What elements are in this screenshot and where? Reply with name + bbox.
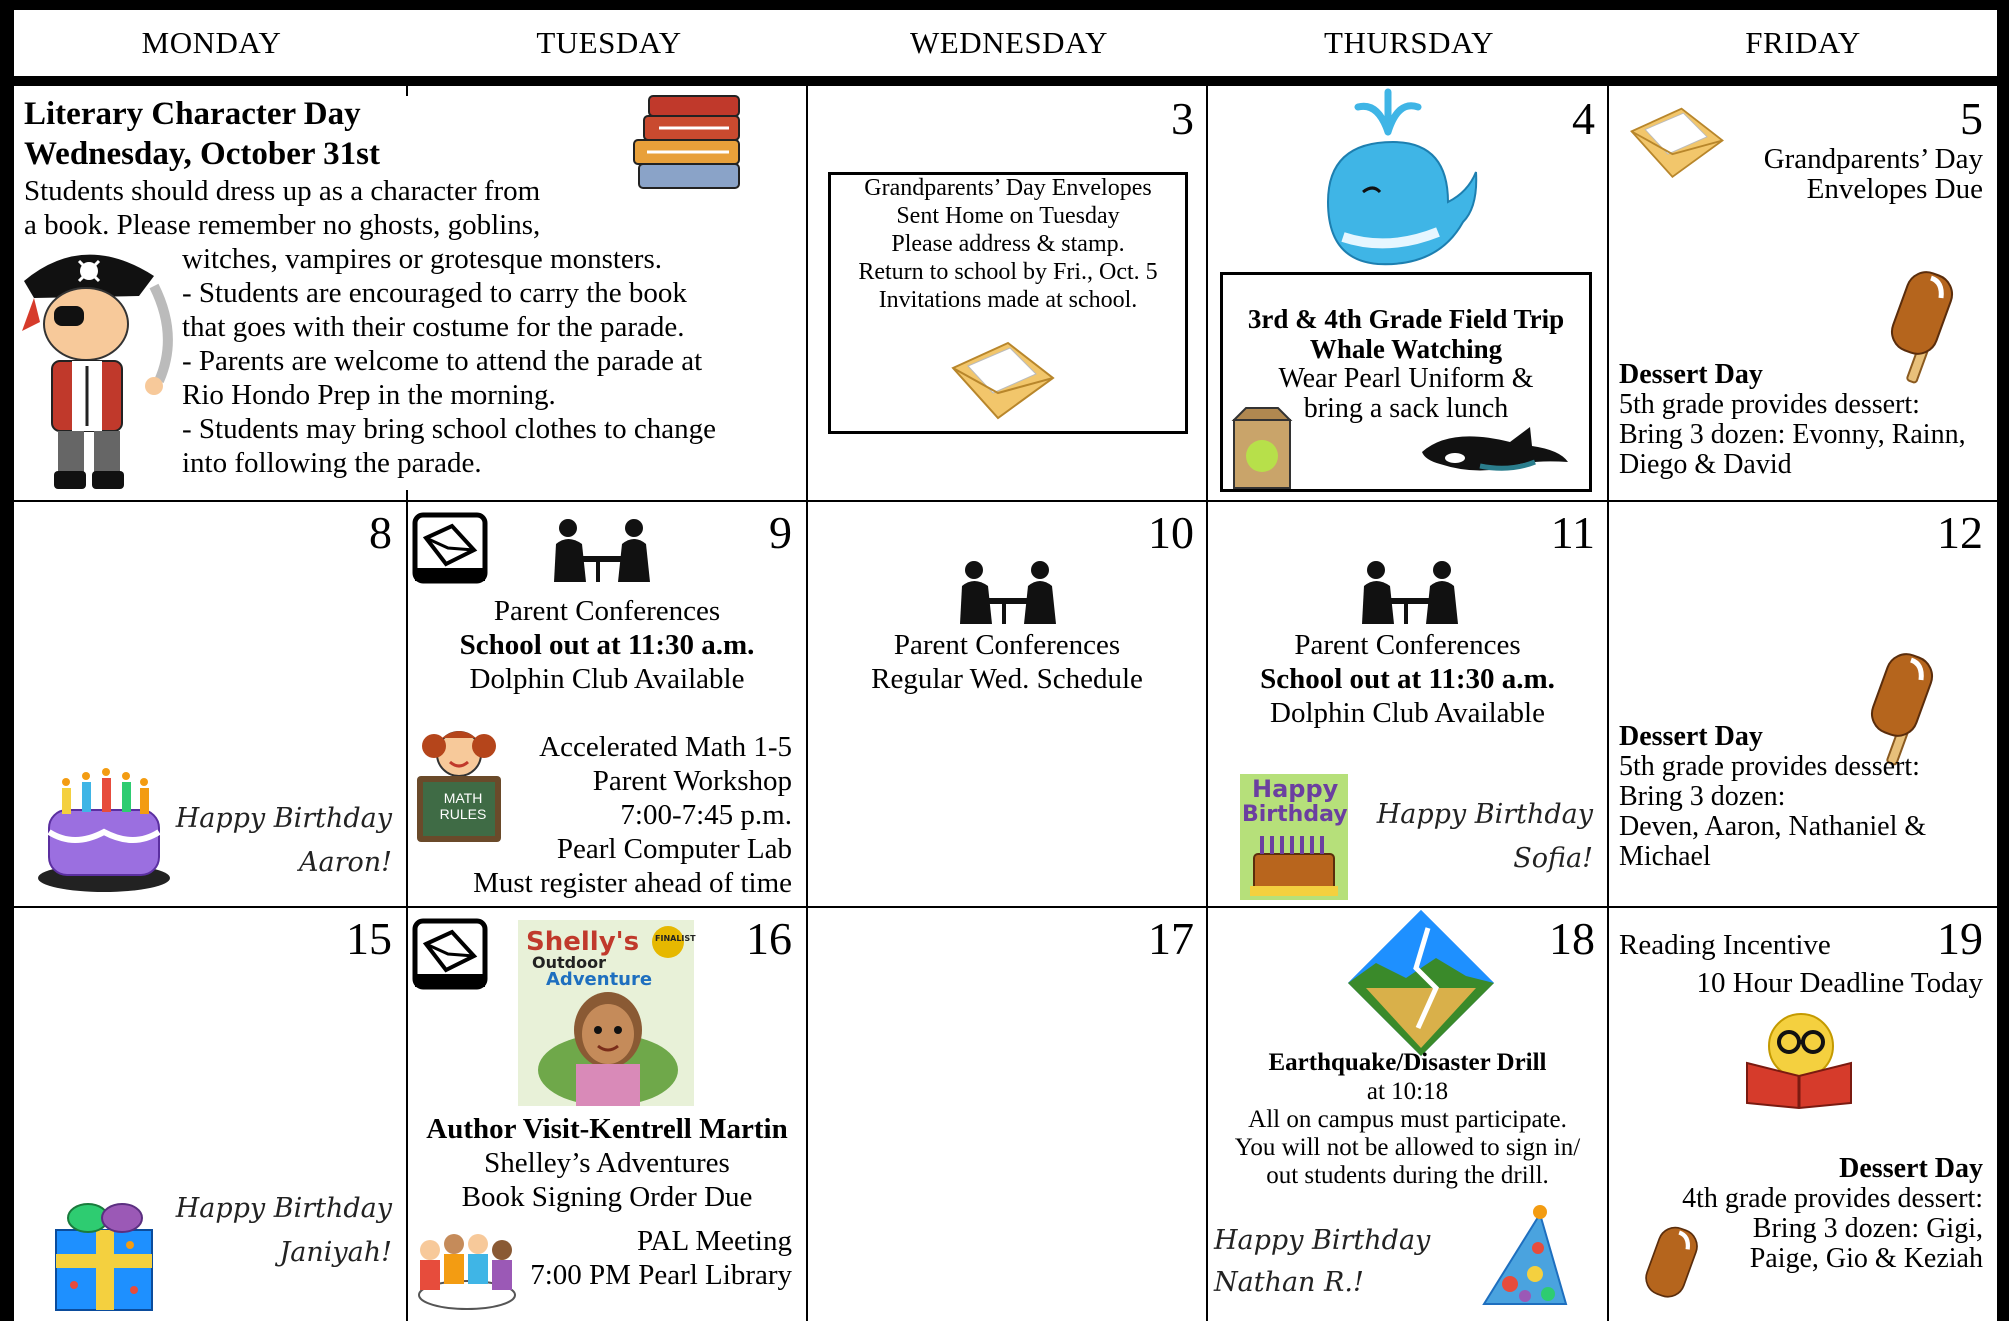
- dessert-line: 4th grade provides dessert:: [1682, 1183, 1983, 1214]
- date-number: 17: [1148, 913, 1194, 964]
- card-text: Happy: [1252, 775, 1339, 803]
- cell-oct-5: [1609, 86, 1997, 500]
- math-line: Must register ahead of time: [473, 867, 792, 899]
- card-text: Birthday: [1242, 802, 1348, 827]
- notice-line: Sent Home on Tuesday: [896, 203, 1120, 229]
- dessert-line: Bring 3 dozen:: [1619, 781, 1786, 812]
- dessert-line: Michael: [1619, 841, 1711, 872]
- cell-oct-4: [1208, 86, 1607, 500]
- take-home-folder-icon: [412, 918, 488, 990]
- dessert-line: Diego & David: [1619, 449, 1792, 480]
- date-number: 18: [1549, 913, 1595, 964]
- book-cover-title: Adventure: [546, 969, 653, 990]
- day-monday: MONDAY: [141, 25, 282, 60]
- literary-line: - Students may bring school clothes to change: [182, 413, 716, 445]
- literary-line: witches, vampires or grotesque monsters.: [182, 243, 663, 275]
- date-number: 19: [1937, 913, 1983, 964]
- drill-line: You will not be allowed to sign in/: [1234, 1134, 1581, 1161]
- literary-line: a book. Please remember no ghosts, goblins,: [24, 209, 541, 241]
- grandparents-line: Envelopes Due: [1806, 173, 1983, 205]
- math-line: 7:00-7:45 p.m.: [620, 799, 792, 831]
- date-number: 11: [1550, 507, 1595, 558]
- cell-oct-11: [1208, 502, 1607, 906]
- dessert-line: Bring 3 dozen: Gigi,: [1752, 1213, 1983, 1244]
- literary-line: Rio Hondo Prep in the morning.: [182, 379, 556, 411]
- conference-line: Parent Conferences: [493, 595, 721, 627]
- envelope-icon: [948, 338, 1058, 428]
- birthday-name: Aaron!: [299, 847, 392, 878]
- book-cover-badge: FINALIST: [655, 934, 696, 943]
- date-number: 12: [1937, 507, 1983, 558]
- math-line: Pearl Computer Lab: [556, 833, 792, 865]
- drill-line: All on campus must participate.: [1248, 1106, 1567, 1133]
- dessert-day-label: Dessert Day: [1619, 721, 1763, 752]
- cell-oct-18: [1208, 908, 1607, 1321]
- dessert-line: 5th grade provides dessert:: [1619, 751, 1920, 782]
- pal-line: 7:00 PM Pearl Library: [530, 1259, 792, 1291]
- drill-title: Earthquake/Disaster Drill: [1268, 1049, 1547, 1076]
- day-friday: FRIDAY: [1745, 25, 1861, 60]
- cell-oct-8: [14, 502, 406, 906]
- conference-line: Dolphin Club Available: [469, 663, 745, 695]
- chalkboard-text: RULES: [439, 806, 487, 822]
- cell-oct-16: [408, 908, 806, 1321]
- birthday-line: Happy Birthday: [175, 1193, 392, 1224]
- field-trip-title: 3rd & 4th Grade Field Trip: [1247, 304, 1565, 334]
- math-line: Parent Workshop: [592, 765, 792, 797]
- date-number: 8: [369, 507, 392, 558]
- book-cover-title: Shelly's: [526, 927, 640, 957]
- reading-incentive-label: Reading Incentive: [1619, 929, 1831, 961]
- cell-oct-17: [808, 908, 1206, 1321]
- day-wednesday: WEDNESDAY: [910, 25, 1108, 60]
- literary-line: Students should dress up as a character from: [24, 175, 541, 207]
- birthday-line: Happy Birthday: [175, 803, 392, 834]
- birthday-line: Happy Birthday: [1214, 1225, 1431, 1256]
- book-cover-title: Outdoor: [532, 953, 606, 972]
- ice-cream-bar-icon: [1629, 1224, 1709, 1321]
- author-visit-line: Book Signing Order Due: [461, 1181, 753, 1213]
- dessert-line: Bring 3 dozen: Evonny, Rainn,: [1619, 419, 1966, 450]
- ice-cream-bar-icon: [1879, 268, 1959, 386]
- cell-oct-3: [808, 86, 1206, 500]
- books-icon: [629, 92, 759, 202]
- grandparents-line: Grandparents’ Day: [1763, 143, 1983, 175]
- top-border: [0, 0, 2009, 10]
- whale-icon: [1318, 92, 1478, 272]
- left-border: [0, 0, 14, 1321]
- literary-line: - Students are encouraged to carry the book: [182, 277, 687, 309]
- date-number: 10: [1148, 507, 1194, 558]
- notice-line: Please address & stamp.: [891, 231, 1125, 257]
- math-line: Accelerated Math 1-5: [539, 731, 792, 763]
- birthday-line: Happy Birthday: [1376, 799, 1593, 830]
- meeting-people-icon: [412, 1220, 522, 1320]
- party-hat-icon: [1480, 1204, 1570, 1314]
- author-visit-title: Author Visit-Kentrell Martin: [426, 1113, 788, 1145]
- conference-icon: [1354, 558, 1464, 624]
- envelope-icon: [1627, 100, 1727, 190]
- notice-line: Invitations made at school.: [878, 287, 1138, 313]
- conference-line: School out at 11:30 a.m.: [1260, 663, 1555, 695]
- earthquake-icon: [1346, 908, 1496, 1058]
- field-trip-subtitle: Whale Watching: [1309, 334, 1503, 364]
- lunch-bag-icon: [1230, 406, 1294, 490]
- conference-line: Dolphin Club Available: [1270, 697, 1545, 729]
- take-home-folder-icon: [412, 512, 488, 584]
- dessert-day-label: Dessert Day: [1619, 359, 1763, 390]
- birthday-name: Janiyah!: [279, 1237, 392, 1268]
- cell-oct-10: [808, 502, 1206, 906]
- birthday-name: Nathan R.!: [1214, 1267, 1364, 1298]
- cell-oct-9: [408, 502, 806, 906]
- date-number: 4: [1572, 93, 1595, 144]
- cell-oct-15: [14, 908, 406, 1321]
- literary-line: - Parents are welcome to attend the parade at: [182, 345, 703, 377]
- pirate-icon: [14, 236, 184, 496]
- drill-line: out students during the drill.: [1266, 1162, 1549, 1189]
- drill-line: at 10:18: [1366, 1078, 1449, 1105]
- conference-line: Parent Conferences: [893, 629, 1121, 661]
- reading-incentive-line: 10 Hour Deadline Today: [1696, 967, 1983, 999]
- dessert-line: Deven, Aaron, Nathaniel &: [1619, 811, 1927, 842]
- orca-icon: [1420, 422, 1570, 482]
- day-tuesday: TUESDAY: [536, 25, 682, 60]
- literary-title: Literary Character Day: [24, 96, 361, 132]
- math-chalkboard-icon: [414, 724, 504, 844]
- pal-line: PAL Meeting: [637, 1225, 792, 1257]
- date-number: 16: [746, 913, 792, 964]
- notice-line: Grandparents’ Day Envelopes: [864, 175, 1152, 201]
- date-number: 5: [1960, 93, 1983, 144]
- gift-icon: [34, 1190, 174, 1314]
- literary-date: Wednesday, October 31st: [24, 136, 380, 172]
- chalkboard-text: MATH: [443, 790, 483, 806]
- conference-line: School out at 11:30 a.m.: [459, 629, 755, 661]
- literary-line: that goes with their costume for the parade.: [182, 311, 685, 343]
- reading-smiley-icon: [1739, 1008, 1859, 1108]
- right-border: [1997, 0, 2009, 1321]
- header-divider: [14, 76, 1997, 86]
- dessert-line: Paige, Gio & Keziah: [1749, 1243, 1983, 1274]
- dessert-line: 5th grade provides dessert:: [1619, 389, 1920, 420]
- day-thursday: THURSDAY: [1324, 25, 1494, 60]
- conference-line: Parent Conferences: [1294, 629, 1521, 661]
- literary-day-cell: [14, 86, 806, 500]
- conference-line: Regular Wed. Schedule: [871, 663, 1143, 695]
- date-number: 9: [769, 507, 792, 558]
- date-number: 15: [346, 913, 392, 964]
- conference-icon: [952, 558, 1062, 624]
- author-visit-line: Shelley’s Adventures: [484, 1147, 730, 1179]
- literary-line: into following the parade.: [182, 447, 482, 479]
- cell-oct-19: [1609, 908, 1997, 1321]
- cell-oct-12: [1609, 502, 1997, 906]
- conference-icon: [546, 516, 656, 582]
- field-trip-line: Wear Pearl Uniform &: [1278, 363, 1534, 394]
- birthday-cake-icon: [34, 770, 174, 895]
- dessert-day-label: Dessert Day: [1839, 1153, 1983, 1184]
- notice-line: Return to school by Fri., Oct. 5: [858, 259, 1158, 285]
- field-trip-line: bring a sack lunch: [1303, 393, 1509, 424]
- date-number: 3: [1171, 93, 1194, 144]
- birthday-name: Sofia!: [1513, 843, 1593, 874]
